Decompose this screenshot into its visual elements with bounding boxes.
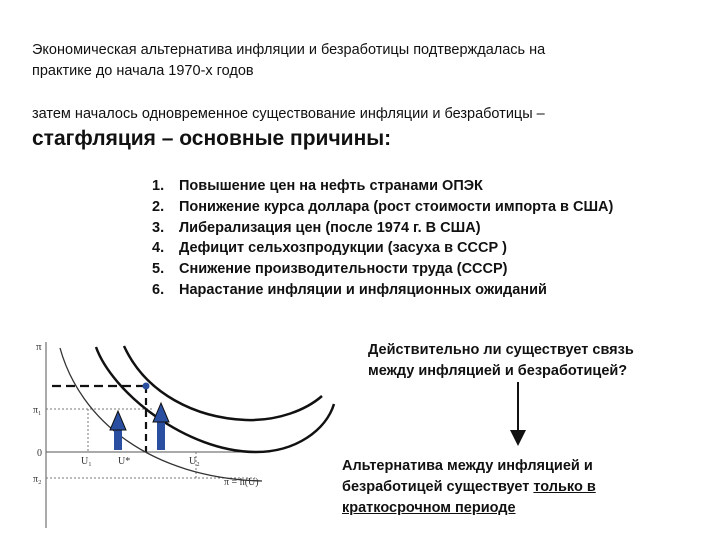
- shift-arrow-up-right: [153, 403, 169, 450]
- question-line-1: Действительно ли существует связь: [368, 342, 634, 358]
- cause-number: 5.: [152, 261, 165, 278]
- pi1-label: π₁: [33, 405, 42, 416]
- cause-text: Повышение цен на нефть странами ОПЭК: [179, 178, 483, 194]
- cause-text: Либерализация цен (после 1974 г. В США): [179, 219, 481, 236]
- cause-number: 1.: [152, 178, 165, 194]
- u1-label: U₁: [81, 456, 92, 467]
- ustar-label: U*: [118, 456, 131, 467]
- short-run-phillips-curve-2: [96, 347, 334, 452]
- intro-line-1: Экономическая альтернатива инфляции и безработицы подтверждалась на: [32, 42, 546, 58]
- pi2-label: π₂: [33, 474, 42, 485]
- intro-line-2: практике до начала 1970-х годов: [32, 63, 254, 79]
- cause-number: 6.: [152, 281, 165, 298]
- cause-text: Понижение курса доллара (рост стоимости импорта в США): [179, 198, 614, 215]
- zero-label: 0: [37, 448, 42, 459]
- curve-equation-label: π = h(U): [224, 477, 259, 488]
- cause-number: 2.: [152, 198, 165, 215]
- cause-text: Дефицит сельхозпродукции (засуха в СССР ): [179, 240, 507, 257]
- section-heading: стагфляция – основные причины:: [32, 127, 392, 150]
- answer-line-2-underlined: только в: [533, 479, 596, 495]
- y-axis-label: π: [36, 341, 42, 353]
- intersection-point: [143, 383, 150, 390]
- answer-line-2-plain: безработицей существует: [342, 479, 534, 495]
- cause-text: Нарастание инфляции и инфляционных ожиданий: [179, 281, 547, 298]
- answer-line-2: [342, 477, 596, 498]
- answer-line-3: краткосрочном периоде: [342, 500, 516, 516]
- cause-number: 3.: [152, 219, 165, 236]
- short-run-phillips-curve-3: [124, 346, 322, 420]
- cause-number: 4.: [152, 240, 165, 257]
- answer-line-1: Альтернатива между инфляцией и: [342, 458, 593, 474]
- question-line-2: между инфляцией и безработицей?: [368, 363, 628, 379]
- cause-text: Снижение производительности труда (СССР): [179, 261, 508, 278]
- u2-label: U₂: [189, 456, 200, 467]
- answer-text: [342, 456, 596, 519]
- shift-arrow-up-left: [110, 411, 126, 450]
- question-text: [368, 340, 634, 382]
- intro-text-2: затем началось одновременное существование инфляции и безработицы –: [32, 106, 545, 122]
